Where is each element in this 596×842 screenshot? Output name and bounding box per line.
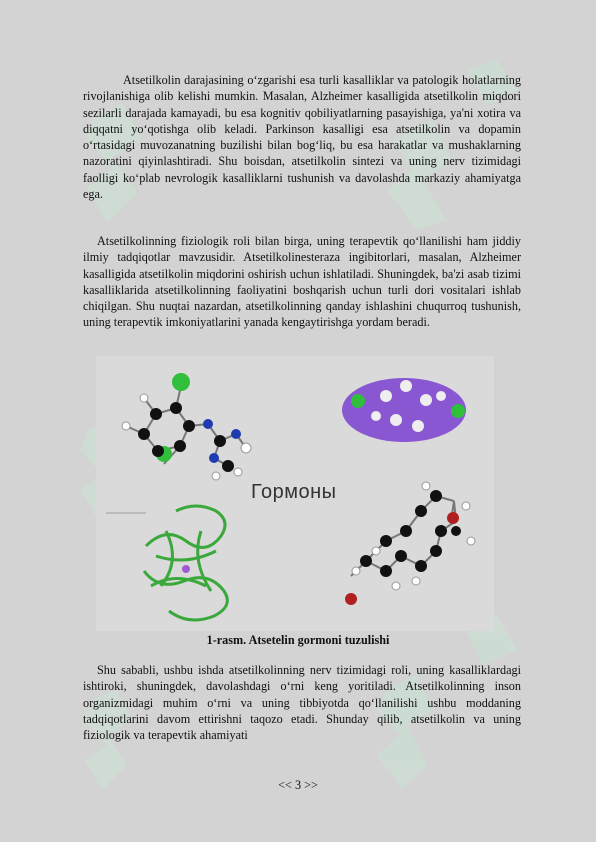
paragraph-1: Atsetilkolin darajasining o‘zgarishi esa turli kasalliklar va patologik holatlarning rivojlanishiga olib kelishi mumkin. Masalan, Alzheimer kasalligida atsetilkolin miqdori sezilarli darajada kamayadi, bu esa kognitiv qobiliyatlarning pasayishiga, ya'ni xotira va diqqatni yo‘qotishga olib keladi. Parkinson kasalligi esa atsetilkolin va dopamin o‘rtasidagi muvozanatning buzilishi bilan bog‘liq, bu esa harakatlar va mushaklarning nazoratini qiyinlashtiradi. Shu boisdan, atsetilkolin sintezi va uning nerv tizimidagi faolligi ko‘plab nevrologik kasalliklarni tushunish va davolashda markaziy ahamiyatga ega. [83,73,521,202]
figure-title: Гормоны [251,481,337,503]
page-number: << 3 >> [278,778,318,792]
figure-caption: 1-rasm. Atsetelin gormoni tuzulishi [206,633,390,647]
paragraph-3: Shu sababli, ushbu ishda atsetilkolinning nerv tizimidagi roli, uning kasalliklardagi ishtiroki, shuningdek, davolashdagi o‘rni keng yoritiladi. Atsetilkolinning inson organizmidagi muhim o‘rni va uning tibbiyotda qo‘llanilishi ushbu moddaning tadqiqotlarini davom ettirishni taqozo etadi. Shunday qilib, atsetilkolin va uning fiziologik va terapevtik ahamiyati [83,663,521,743]
hormone-figure [96,356,494,631]
paragraph-2: Atsetilkolinning fiziologik roli bilan birga, uning terapevtik qo‘llanilishi ham jiddiy ilmiy tadqiqotlar mavzusidir. Atsetilkolinesteraza ingibitorlari, masalan, Alzheimer kasalligida atsetilkolin miqdorini oshirish uchun ishlatiladi. Shuningdek, ba'zi asab tizimi kasalliklarida atsetilkolinning faoliyatini boshqarish uchun turli dori vositalari ishlab chiqilgan. Shu nuqtai nazardan, atsetilkolinning qanday ishlashini chuqurroq tushunish, uning terapevtik imkoniyatlarini yanada kengaytirishga yordam beradi. [83,234,521,330]
